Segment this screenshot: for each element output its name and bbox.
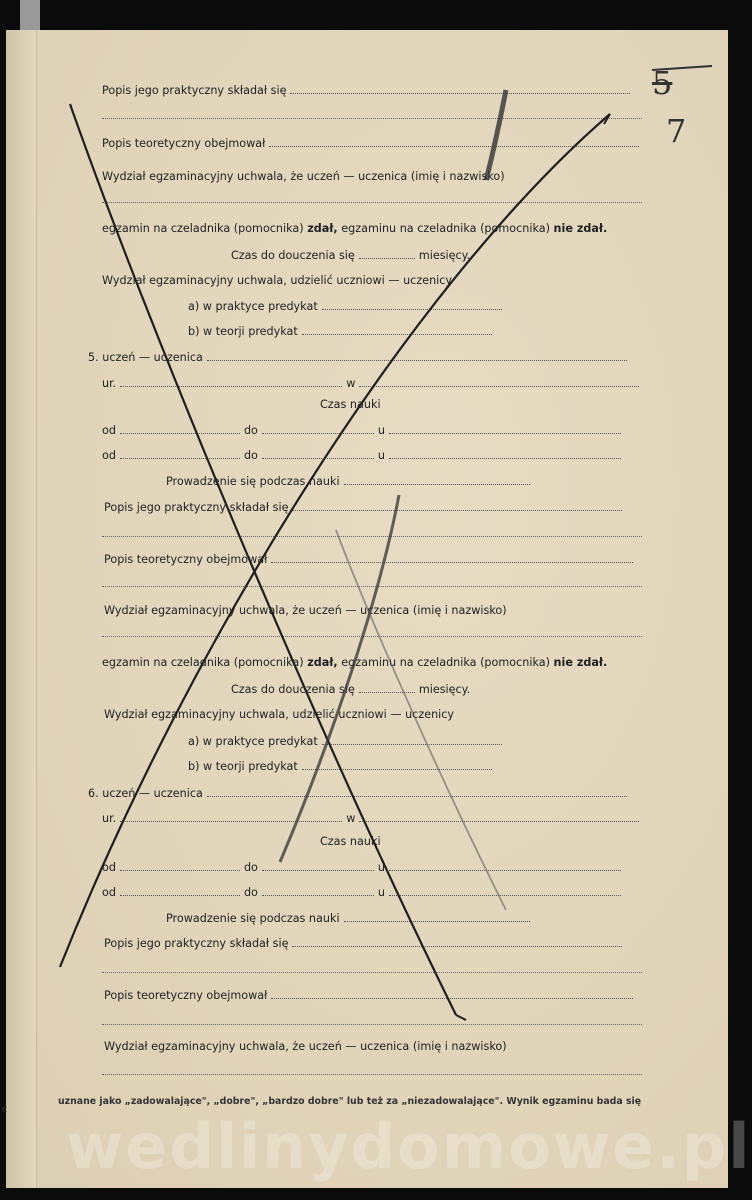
form-line: b) w teorji predykat (188, 324, 496, 339)
form-line: Popis jego praktyczny składał się (102, 83, 634, 98)
form-line: ur. w (102, 376, 643, 391)
form-line: a) w praktyce predykat (188, 734, 506, 749)
form-line: a) w praktyce predykat (188, 299, 506, 314)
form-line: Czas do douczenia się miesięcy. (231, 249, 471, 262)
form-line: od do u (102, 860, 625, 875)
margin-char: c (2, 1104, 8, 1115)
form-line: 5. uczeń — uczenica (88, 350, 631, 365)
form-line: egzamin na czeladnika (pomocnika) zdał, egzaminu na czeladnika (pomocnika) nie zdał. (102, 222, 608, 235)
form-line: b) w teorji predykat (188, 759, 496, 774)
watermark: wedlinydomowe.pl (66, 1110, 752, 1183)
form-line: Popis teoretyczny obejmował (102, 136, 643, 151)
form-line: Czas nauki (320, 398, 381, 411)
document-page (2, 30, 752, 1188)
pen-strike-marks (6, 30, 728, 1188)
form-line: Wydział egzaminacyjny uchwala, że uczeń — uczenica (imię i nazwisko) (102, 170, 505, 183)
form-line: Popis teoretyczny obejmował (104, 988, 637, 1003)
form-line: Popis jego praktyczny składał się (104, 936, 626, 951)
binding-edge (20, 0, 40, 30)
form-line: Wydział egzaminacyjny uchwala, że uczeń — uczenica (imię i nazwisko) (104, 604, 507, 617)
form-line: od do u (102, 885, 625, 900)
form-line: Popis teoretyczny obejmował (104, 552, 637, 567)
form-line: od do u (102, 423, 625, 438)
form-line: Czas nauki (320, 835, 381, 848)
form-line: Wydział egzaminacyjny uchwala, że uczeń — uczenica (imię i nazwisko) (104, 1040, 507, 1053)
form-line: ur. w (102, 811, 643, 826)
form-line: Czas do douczenia się miesięcy. (231, 683, 471, 696)
form-line: 6. uczeń — uczenica (88, 786, 631, 801)
struck-page-number: 5 (652, 64, 673, 102)
form-line: od do u (102, 448, 625, 463)
form-line: Wydział egzaminacyjny uchwala, udzielić uczniowi — uczenicy (104, 708, 455, 721)
form-line: Wydział egzaminacyjny uchwala, udzielić uczniowi — uczenicy (102, 274, 453, 287)
page-number: 7 (666, 112, 687, 150)
form-line: Prowadzenie się podczas nauki (166, 474, 534, 489)
footer-text: uznane jako „zadowalające", „dobre", „bardzo dobre" lub też za „niezadowalające". Wynik egzaminu bada się (58, 1096, 642, 1107)
form-line: Prowadzenie się podczas nauki (166, 911, 534, 926)
form-line: Popis jego praktyczny składał się (104, 500, 626, 515)
form-line: egzamin na czeladnika (pomocnika) zdał, egzaminu na czeladnika (pomocnika) nie zdał. (102, 656, 608, 669)
